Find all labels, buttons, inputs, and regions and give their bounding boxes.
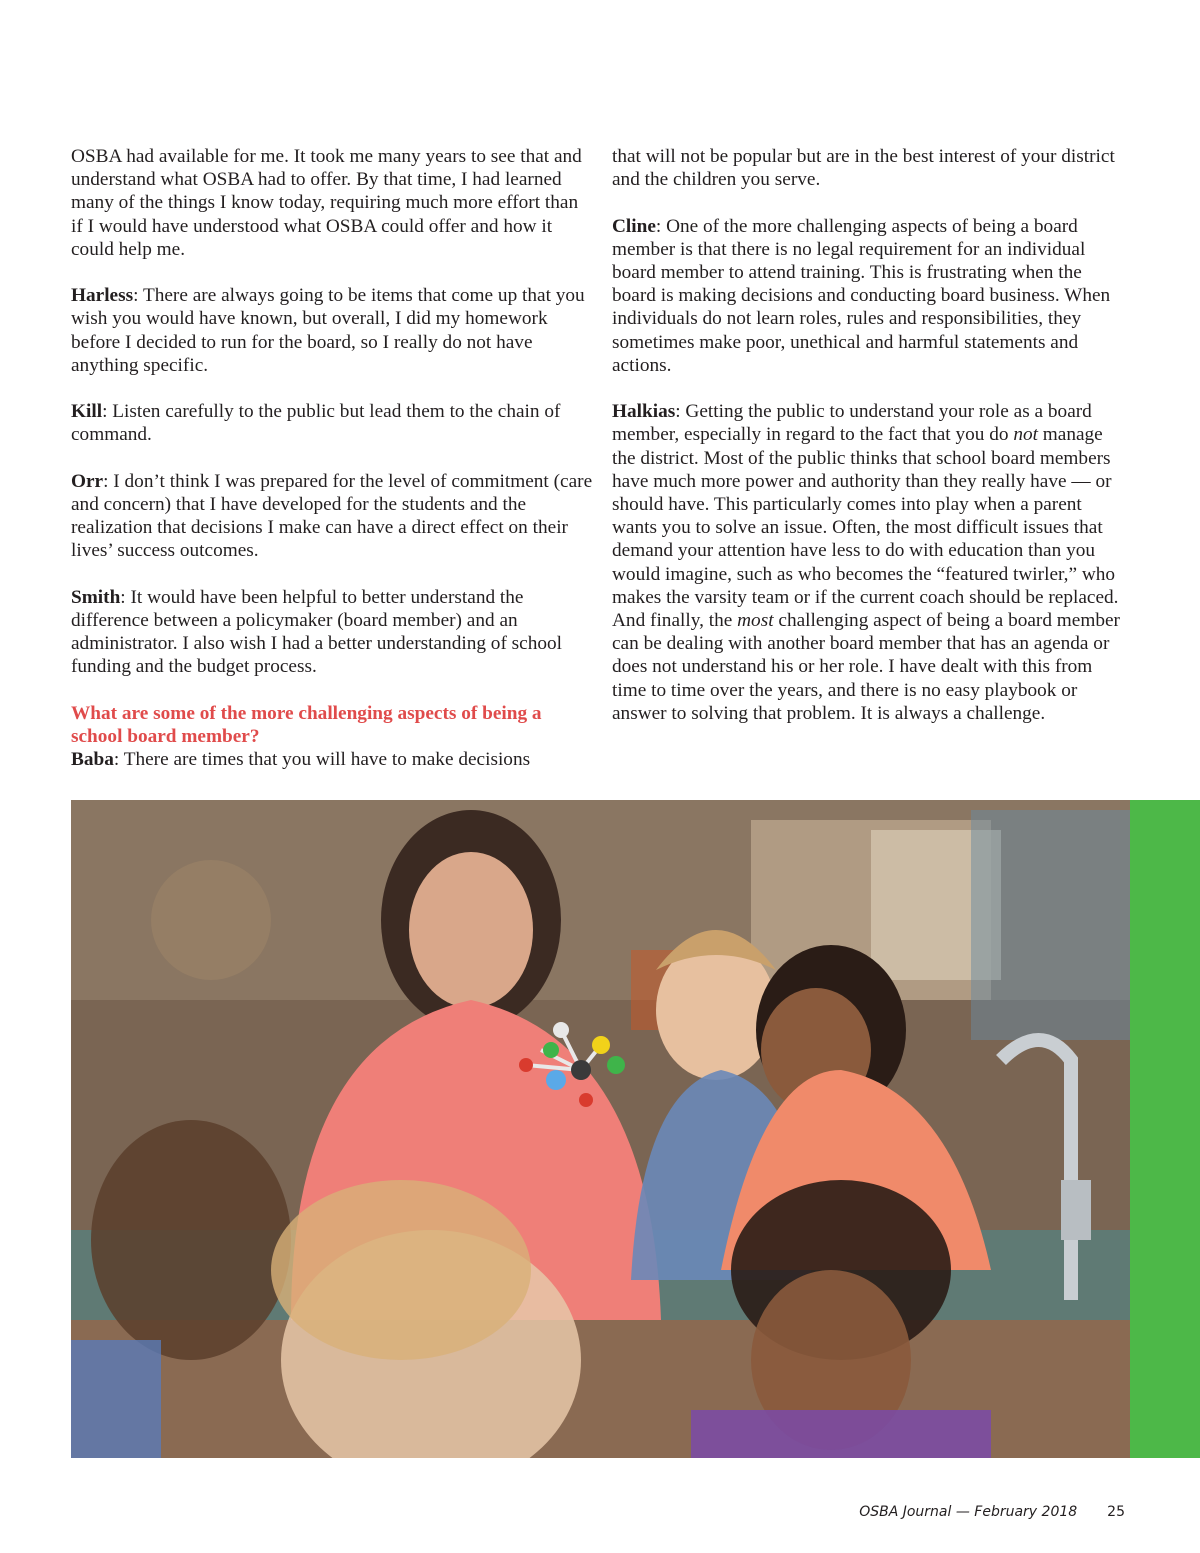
answer-cline [612, 215, 1126, 377]
speaker-name: Harless [71, 285, 134, 307]
answer-baba [71, 748, 593, 771]
answer-orr [71, 470, 593, 563]
answer-text: challenging aspect of being a board member can be dealing with another board member that has an agenda or does not understand his or her role. I have dealt with this from time to time over the years, and there is no easy playbook or answer to solving that problem. It is always a challenge. [612, 610, 1120, 724]
answer-text: : Listen carefully to the public but lead them to the chain of command. [71, 401, 561, 446]
classroom-photo [71, 800, 1130, 1458]
answer-text: manage the district. Most of the public thinks that school board members have much more power and authority than they really have — or should have. This particularly comes into play when a parent wants you to solve an issue. Often, the most difficult issues that demand your attention have less to do with education than you would imagine, such as who becomes the “featured twirler,” who makes the varsity team or if the current coach should be replaced. And finally, the [612, 424, 1119, 632]
emphasis-text: not [1013, 424, 1038, 446]
green-accent-band [1130, 800, 1200, 1458]
answer-text: : It would have been helpful to better understand the difference between a policymaker (board member) and an administrator. I also wish I had a better understanding of school funding and the budget process. [71, 586, 563, 678]
answer-text: : There are times that you will have to make decisions [113, 749, 531, 771]
answer-halkias [612, 400, 1126, 725]
right-column [612, 145, 1126, 725]
page-footer [859, 1504, 1125, 1520]
speaker-name: Cline [612, 215, 656, 237]
answer-harless [71, 284, 593, 377]
speaker-name: Baba [71, 749, 114, 771]
answer-kill [71, 400, 593, 446]
answer-text: : Getting the public to understand your role as a board member, especially in regard to the fact that you do [612, 401, 1092, 446]
intro-paragraph: OSBA had available for me. It took me many years to see that and understand what OSBA had to offer. By that time, I had learned many of the things I know today, requiring much more effort than if I would have understood what OSBA could offer and how it could help me. [71, 146, 582, 260]
speaker-name: Smith [71, 586, 121, 608]
answer-smith [71, 586, 593, 679]
emphasis-text: most [737, 610, 774, 632]
answer-text: : One of the more challenging aspects of being a board member is that there is no legal requirement for an individual board member to attend training. This is frustrating when the board is making decisions and conducting board business. When individuals do not learn roles, rules and responsibilities, they sometimes make poor, unethical and harmful statements and actions. [612, 215, 1111, 376]
speaker-name: Halkias [612, 401, 676, 423]
speaker-name: Orr [71, 470, 104, 492]
speaker-name: Kill [71, 401, 103, 423]
page-number: 25 [1107, 1504, 1125, 1520]
left-column [71, 145, 593, 771]
classroom-photo-illustration [71, 800, 1130, 1458]
journal-issue: OSBA Journal — February 2018 [859, 1504, 1078, 1520]
answer-text: : There are always going to be items that come up that you wish you would have known, but overall, I did my homework before I decided to run for the board, so I really do not have anything specific. [71, 285, 585, 376]
section-question: What are some of the more challenging aspects of being a school board member? [71, 702, 542, 747]
answer-text: : I don’t think I was prepared for the level of commitment (care and concern) that I have developed for the students and the realization that decisions I make can have a direct effect on their lives’ success outcomes. [71, 470, 593, 562]
continued-paragraph: that will not be popular but are in the best interest of your district and the children you serve. [612, 146, 1115, 191]
